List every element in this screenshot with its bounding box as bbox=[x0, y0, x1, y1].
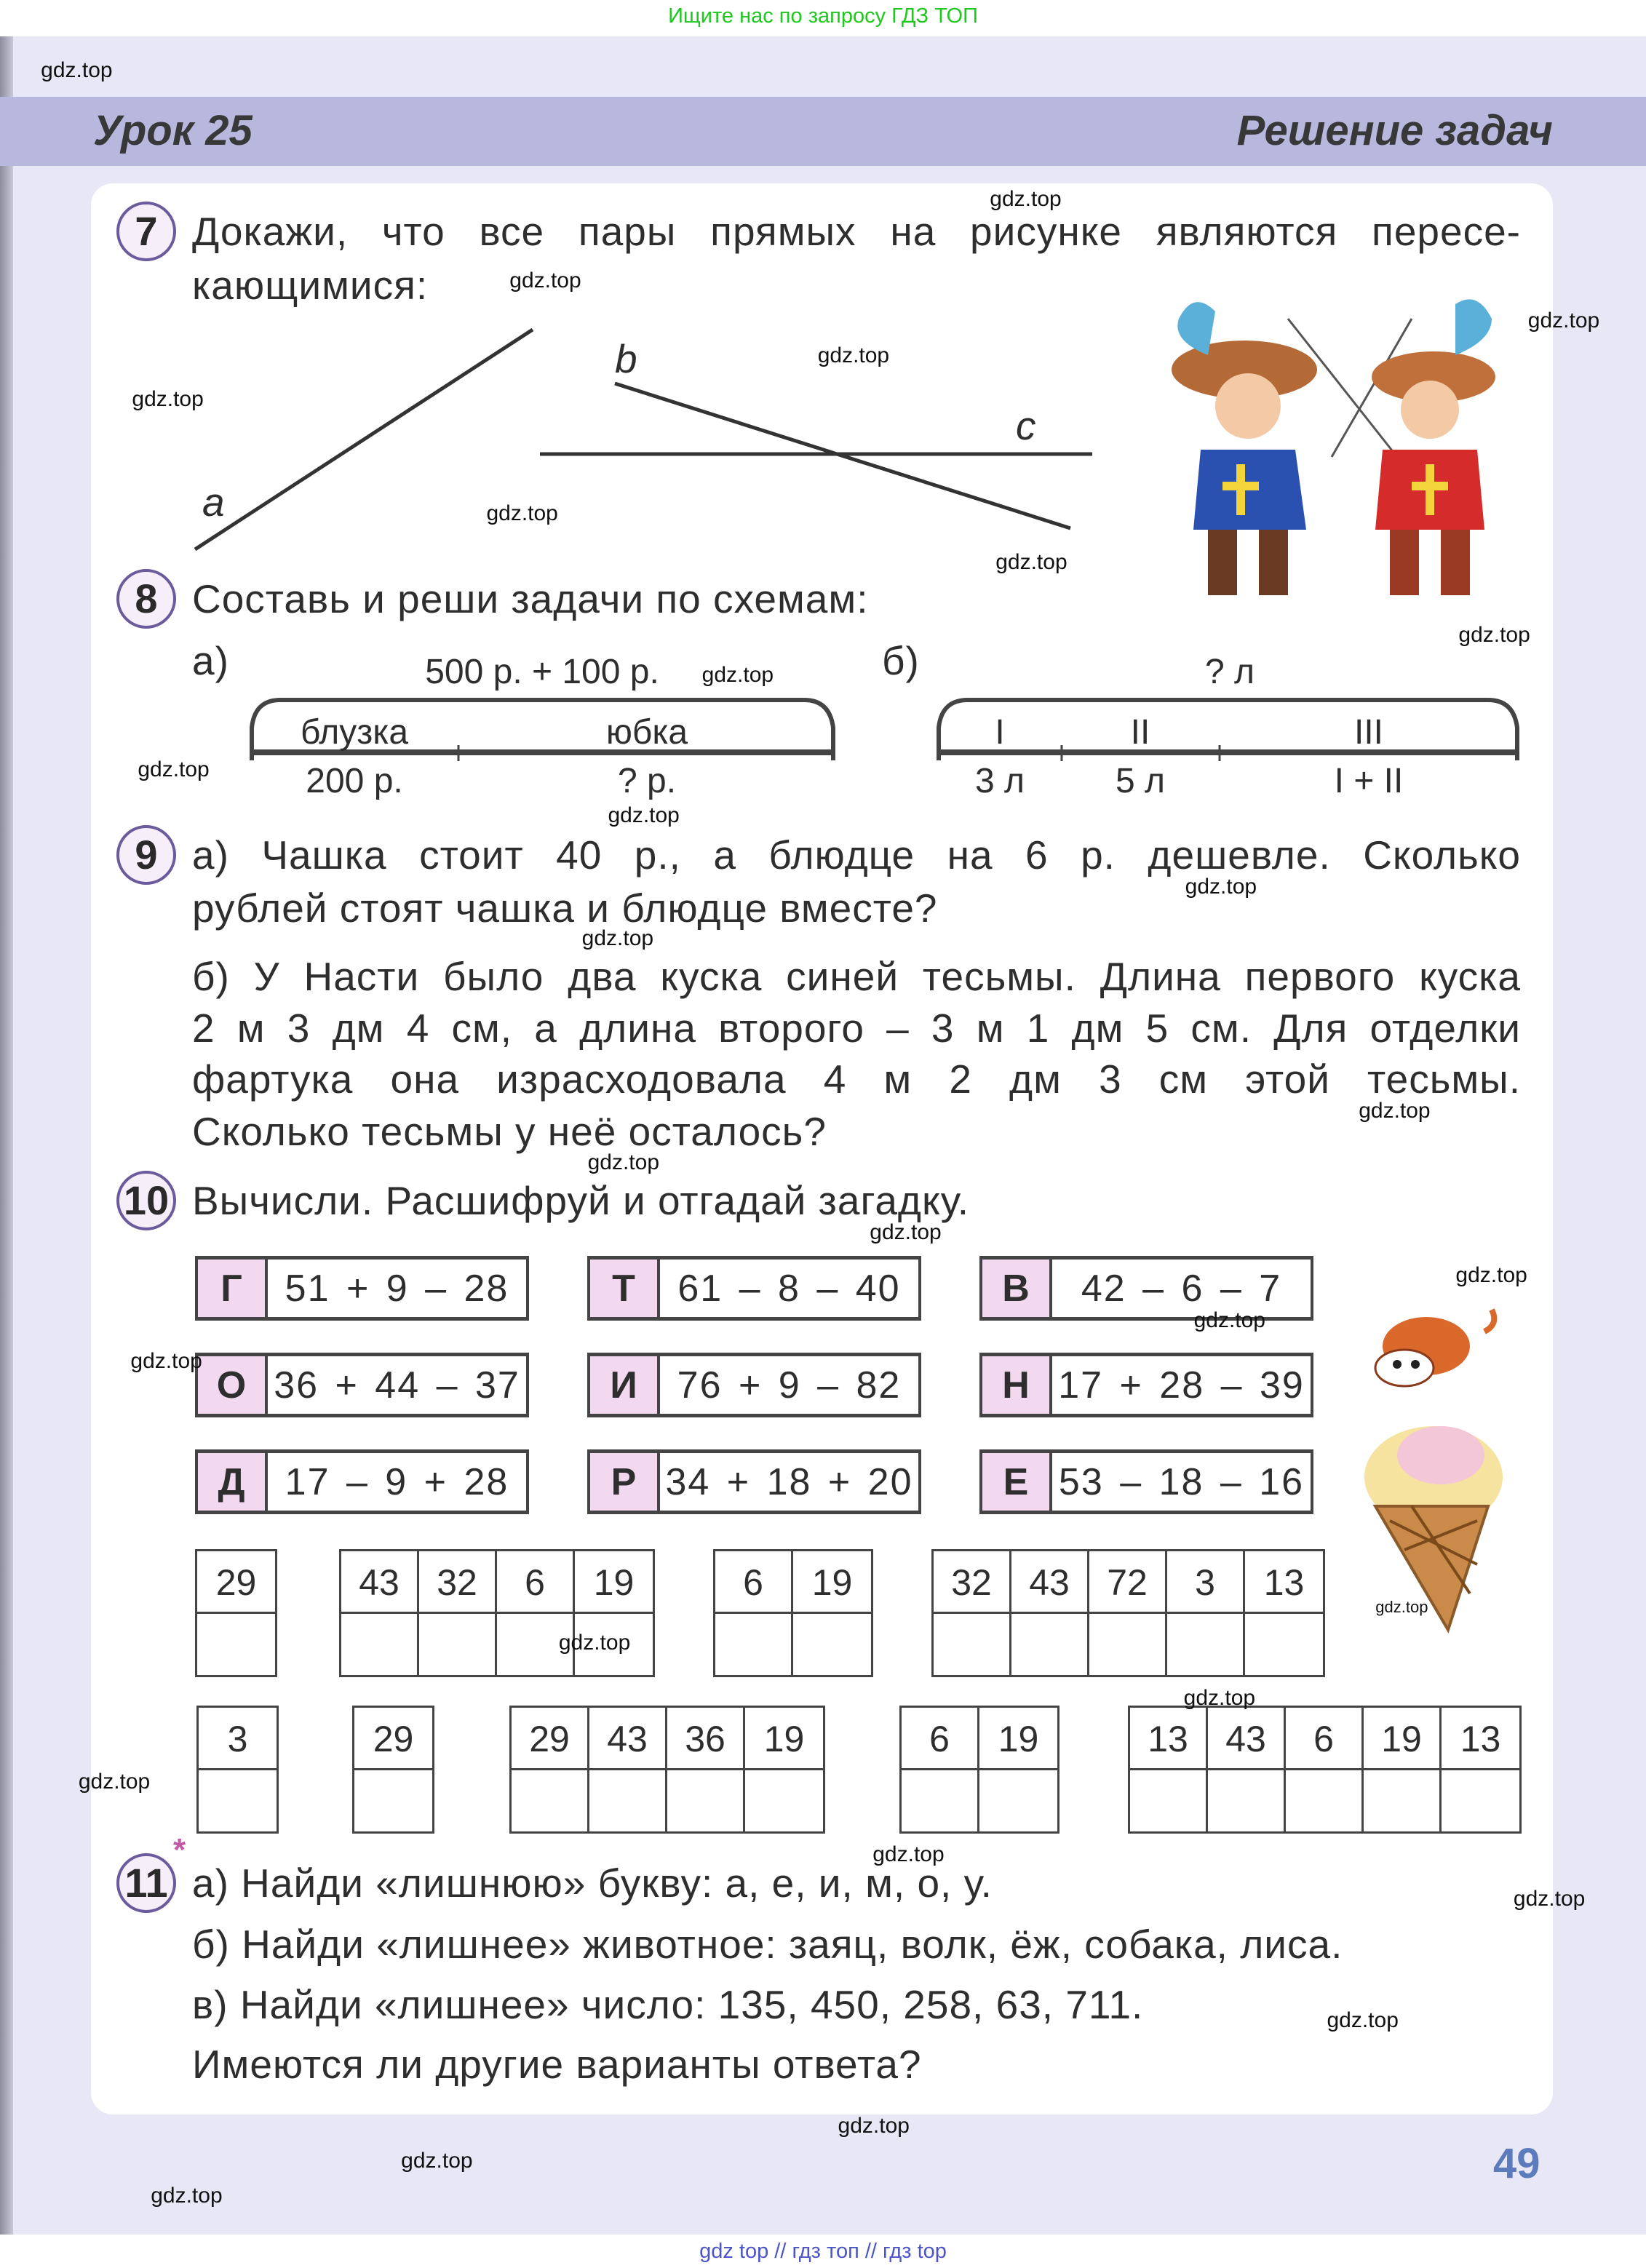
answer-number: 43 bbox=[1208, 1708, 1284, 1770]
lesson-number: Урок 25 bbox=[93, 107, 253, 154]
task7-text-line2: кающимися: bbox=[192, 263, 429, 308]
answer-grid bbox=[352, 1706, 434, 1834]
watermark: gdz.top bbox=[1455, 1263, 1527, 1288]
answer-cell bbox=[1286, 1708, 1364, 1831]
answer-cell bbox=[199, 1708, 277, 1831]
answer-number: 36 bbox=[667, 1708, 743, 1770]
answer-cell bbox=[1442, 1708, 1519, 1831]
watermark: gdz.top bbox=[130, 1348, 202, 1373]
answer-letter-blank[interactable] bbox=[1286, 1770, 1361, 1831]
answer-cell bbox=[1130, 1708, 1208, 1831]
answer-cell bbox=[667, 1708, 745, 1831]
answer-letter-blank[interactable] bbox=[589, 1770, 665, 1831]
watermark: gdz.top bbox=[78, 1770, 151, 1794]
watermark: gdz.top bbox=[990, 187, 1062, 212]
task-number-7: 7 bbox=[116, 202, 176, 261]
scheme-b-part3: III bbox=[1353, 713, 1384, 752]
answer-number: 43 bbox=[1011, 1551, 1087, 1614]
task11-line: Имеются ли другие варианты ответа? bbox=[192, 2042, 922, 2087]
segment-schemes bbox=[0, 0, 1646, 815]
task10-text: Вычисли. Расшифруй и отгадай загадку. bbox=[192, 1178, 969, 1223]
scheme-a-value1: 200 р. bbox=[306, 762, 403, 800]
answer-letter-blank[interactable] bbox=[341, 1614, 417, 1675]
answer-number: 6 bbox=[497, 1551, 573, 1614]
answer-letter-blank[interactable] bbox=[1442, 1770, 1519, 1831]
expression: 51 + 9 – 28 bbox=[285, 1268, 509, 1310]
answer-number: 32 bbox=[419, 1551, 495, 1614]
cipher-letter: Р bbox=[590, 1453, 660, 1511]
answer-number: 19 bbox=[575, 1551, 653, 1614]
expression: 17 + 28 – 39 bbox=[1058, 1364, 1305, 1406]
watermark: gdz.top bbox=[1183, 1685, 1256, 1710]
answer-cell bbox=[197, 1551, 275, 1675]
task9-line: 2 м 3 дм 4 см, а длина второго – 3 м 1 дм 5 см. Для отделки bbox=[192, 1006, 1521, 1051]
expression-card bbox=[195, 1353, 529, 1417]
expression: 34 + 18 + 20 bbox=[665, 1461, 913, 1503]
expression-card bbox=[587, 1353, 921, 1417]
cipher-letter: В bbox=[982, 1260, 1052, 1317]
answer-letter-blank[interactable] bbox=[1208, 1770, 1284, 1831]
line-c-label: c bbox=[1016, 403, 1037, 448]
watermark: gdz.top bbox=[608, 803, 680, 828]
task11-line: б) Найди «лишнее» животное: заяц, волк, ёж, собака, лиса. bbox=[192, 1922, 1343, 1967]
answer-grid bbox=[339, 1549, 655, 1677]
scheme-a-value2: ? р. bbox=[617, 762, 677, 800]
scheme-b-label: б) bbox=[882, 638, 920, 683]
task9-line: фартука она израсходовала 4 м 2 дм 3 см этой тесьмы. bbox=[192, 1057, 1521, 1102]
answer-number: 13 bbox=[1245, 1551, 1323, 1614]
answer-cell bbox=[1364, 1708, 1442, 1831]
task8-text: Составь и реши задачи по схемам: bbox=[192, 576, 869, 621]
watermark: gdz.top bbox=[817, 343, 890, 368]
answer-number: 3 bbox=[1167, 1551, 1243, 1614]
cipher-letter: Д bbox=[198, 1453, 268, 1511]
watermark: gdz.top bbox=[838, 2114, 910, 2138]
answer-cell bbox=[1089, 1551, 1167, 1675]
task9-line: рублей стоят чашка и блюдце вместе? bbox=[192, 886, 938, 931]
answer-number: 3 bbox=[199, 1708, 277, 1770]
answer-letter-blank[interactable] bbox=[667, 1770, 743, 1831]
watermark: gdz.top bbox=[138, 757, 210, 781]
scheme-a-label: а) bbox=[192, 638, 229, 683]
watermark: gdz.top bbox=[1327, 2008, 1399, 2033]
answer-number: 29 bbox=[512, 1708, 587, 1770]
answer-cell bbox=[497, 1551, 575, 1675]
task9-line: б) У Насти было два куска синей тесьмы. Длина первого куска bbox=[192, 954, 1521, 999]
answer-cell bbox=[354, 1708, 432, 1831]
watermark: gdz.top bbox=[558, 1631, 631, 1655]
answer-number: 13 bbox=[1130, 1708, 1206, 1770]
answer-cell bbox=[715, 1551, 793, 1675]
answer-number: 43 bbox=[341, 1551, 417, 1614]
task-number-10: 10 bbox=[116, 1171, 176, 1230]
answer-number: 6 bbox=[902, 1708, 977, 1770]
expression-card bbox=[979, 1449, 1313, 1514]
expression-card bbox=[587, 1256, 921, 1321]
answer-cell bbox=[1167, 1551, 1245, 1675]
answer-cell bbox=[1208, 1708, 1286, 1831]
task-number-8: 8 bbox=[116, 569, 176, 629]
watermark: gdz.top bbox=[701, 663, 774, 688]
watermark: gdz.top bbox=[509, 268, 581, 293]
answer-letter-blank[interactable] bbox=[1011, 1614, 1087, 1675]
scheme-a-part2: юбка bbox=[605, 713, 688, 752]
answer-number: 6 bbox=[715, 1551, 791, 1614]
answer-letter-blank[interactable] bbox=[199, 1770, 277, 1831]
answer-number: 32 bbox=[934, 1551, 1009, 1614]
answer-letter-blank[interactable] bbox=[1364, 1770, 1439, 1831]
expression: 61 – 8 – 40 bbox=[677, 1268, 901, 1310]
answer-letter-blank[interactable] bbox=[354, 1770, 432, 1831]
expression: 76 + 9 – 82 bbox=[677, 1364, 902, 1406]
answer-number: 6 bbox=[1286, 1708, 1361, 1770]
cipher-letter: Т bbox=[590, 1260, 660, 1317]
dog-and-icecream-illustration bbox=[1353, 1288, 1521, 1637]
answer-number: 19 bbox=[793, 1551, 871, 1614]
watermark: gdz.top bbox=[872, 1842, 945, 1866]
answer-cell bbox=[589, 1708, 667, 1831]
answer-cell bbox=[793, 1551, 871, 1675]
expression-card bbox=[587, 1449, 921, 1514]
answer-letter-blank[interactable] bbox=[419, 1614, 495, 1675]
line-b-label: b bbox=[615, 336, 638, 381]
task-number-11: 11 bbox=[116, 1853, 176, 1913]
expression-card bbox=[195, 1256, 529, 1321]
watermark: gdz.top bbox=[1359, 1098, 1431, 1123]
watermark: gdz.top bbox=[995, 550, 1067, 575]
cipher-letter: Г bbox=[198, 1260, 268, 1317]
watermark: gdz.top bbox=[486, 501, 558, 525]
watermark: gdz.top bbox=[1185, 874, 1257, 899]
expression: 53 – 18 – 16 bbox=[1058, 1461, 1305, 1503]
scheme-a-part1: блузка bbox=[300, 713, 409, 752]
answer-grid bbox=[713, 1549, 873, 1677]
cipher-letter: И bbox=[590, 1356, 660, 1414]
answer-letter-blank[interactable] bbox=[1089, 1614, 1165, 1675]
scheme-b-part1: I bbox=[995, 713, 1005, 752]
watermark: gdz.top bbox=[1513, 1887, 1586, 1911]
answer-cell bbox=[934, 1551, 1011, 1675]
answer-cell bbox=[745, 1708, 823, 1831]
scheme-b-part2: II bbox=[1130, 713, 1150, 752]
expression: 42 – 6 – 7 bbox=[1081, 1268, 1282, 1310]
task-number-9: 9 bbox=[116, 825, 176, 885]
answer-cell bbox=[1245, 1551, 1323, 1675]
cipher-letter: Н bbox=[982, 1356, 1052, 1414]
answer-number: 19 bbox=[745, 1708, 823, 1770]
answer-grid bbox=[1128, 1706, 1522, 1834]
answer-number: 19 bbox=[1364, 1708, 1439, 1770]
watermark: gdz.top bbox=[1527, 309, 1600, 333]
answer-letter-blank[interactable] bbox=[1245, 1614, 1323, 1675]
answer-grid bbox=[931, 1549, 1325, 1677]
task9-line: Сколько тесьмы у неё осталось? bbox=[192, 1109, 827, 1154]
answer-number: 29 bbox=[354, 1708, 432, 1770]
watermark: gdz.top bbox=[151, 2183, 223, 2208]
answer-letter-blank[interactable] bbox=[715, 1614, 791, 1675]
line-a-label: a bbox=[202, 480, 226, 525]
task9-line: а) Чашка стоит 40 р., а блюдце на 6 р. дешевле. Сколько bbox=[192, 832, 1521, 878]
answer-letter-blank[interactable] bbox=[934, 1614, 1009, 1675]
star-difficulty-icon: * bbox=[173, 1832, 186, 1868]
answer-grid bbox=[509, 1706, 825, 1834]
watermark: gdz.top bbox=[587, 1150, 660, 1175]
cipher-letter: О bbox=[198, 1356, 268, 1414]
answer-letter-blank[interactable] bbox=[979, 1770, 1057, 1831]
scheme-b-value3: I + II bbox=[1334, 762, 1404, 800]
watermark: gdz.top bbox=[132, 386, 204, 411]
answer-letter-blank[interactable] bbox=[745, 1770, 823, 1831]
answer-grid bbox=[899, 1706, 1059, 1834]
answer-cell bbox=[341, 1551, 419, 1675]
answer-letter-blank[interactable] bbox=[793, 1614, 871, 1675]
watermark: gdz.top bbox=[870, 1219, 942, 1244]
watermark: gdz.top bbox=[1193, 1308, 1266, 1333]
answer-cell bbox=[1011, 1551, 1089, 1675]
search-banner: Ищите нас по запросу ГДЗ ТОП bbox=[0, 0, 1646, 36]
scheme-b-value1: 3 л bbox=[974, 762, 1025, 800]
expression: 17 – 9 + 28 bbox=[285, 1461, 509, 1503]
footer-links[interactable]: gdz top // гдз топ // гдз top bbox=[0, 2235, 1646, 2268]
watermark: gdz.top bbox=[401, 2149, 473, 2173]
page-number: 49 bbox=[1493, 2140, 1540, 2187]
answer-letter-blank[interactable] bbox=[1130, 1770, 1206, 1831]
answer-cell bbox=[979, 1708, 1057, 1831]
answer-grid bbox=[196, 1706, 279, 1834]
answer-letter-blank[interactable] bbox=[197, 1614, 275, 1675]
watermark: gdz.top bbox=[1375, 1597, 1428, 1616]
answer-cell bbox=[512, 1708, 589, 1831]
scheme-b-total: ? л bbox=[1204, 653, 1255, 691]
answer-number: 72 bbox=[1089, 1551, 1165, 1614]
scheme-b-value2: 5 л bbox=[1115, 762, 1166, 800]
expression-card bbox=[195, 1449, 529, 1514]
task11-line: а) Найди «лишнюю» букву: а, е, и, м, о, у. bbox=[192, 1861, 993, 1906]
cipher-letter: Е bbox=[982, 1453, 1052, 1511]
task11-line: в) Найди «лишнее» число: 135, 450, 258, 63, 711. bbox=[192, 1982, 1144, 2027]
answer-letter-blank[interactable] bbox=[512, 1770, 587, 1831]
watermark: gdz.top bbox=[41, 58, 113, 83]
lesson-topic: Решение задач bbox=[1236, 107, 1553, 154]
answer-grid bbox=[195, 1549, 277, 1677]
answer-cell bbox=[902, 1708, 979, 1831]
scheme-a-total: 500 р. + 100 р. bbox=[425, 653, 659, 691]
watermark: gdz.top bbox=[1458, 622, 1530, 647]
task7-text-line1: Докажи, что все пары прямых на рисунке являются пересе- bbox=[192, 209, 1521, 254]
answer-letter-blank[interactable] bbox=[1167, 1614, 1243, 1675]
answer-number: 43 bbox=[589, 1708, 665, 1770]
watermark: gdz.top bbox=[581, 926, 654, 951]
answer-letter-blank[interactable] bbox=[902, 1770, 977, 1831]
answer-cell bbox=[575, 1551, 653, 1675]
expression-card bbox=[979, 1353, 1313, 1417]
answer-number: 19 bbox=[979, 1708, 1057, 1770]
answer-cell bbox=[419, 1551, 497, 1675]
answer-number: 29 bbox=[197, 1551, 275, 1614]
answer-number: 13 bbox=[1442, 1708, 1519, 1770]
expression: 36 + 44 – 37 bbox=[274, 1364, 520, 1406]
